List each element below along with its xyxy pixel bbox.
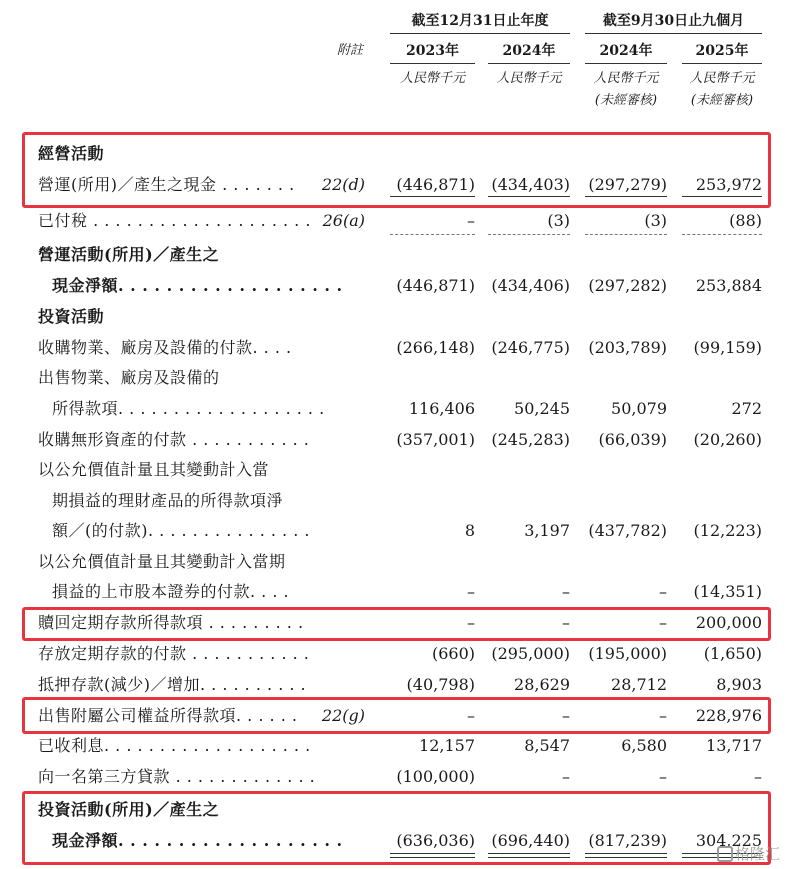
row-label: 向一名第三方貸款 . . . . . . . . . . . . . (38, 767, 316, 786)
note-column-header: 附註 (336, 43, 363, 58)
row-note: 22(g) (321, 706, 365, 725)
row-value: – (754, 767, 762, 786)
row-value: 8 (464, 521, 475, 540)
row-value: – (562, 767, 570, 786)
row-value: (99,159) (693, 338, 762, 357)
row-label: 已付稅 . . . . . . . . . . . . . . . . . . . . (38, 211, 311, 230)
watermark-text: 格隆汇 (735, 845, 781, 863)
group-underline-year (390, 33, 570, 34)
row-value: (40,798) (406, 675, 475, 694)
highlight-redemption-time-deposits (22, 607, 771, 641)
row-value: (297,282) (588, 276, 667, 295)
row-label: 經營活動 (38, 144, 105, 163)
row-value: (266,148) (396, 338, 475, 357)
column-underline-2 (585, 63, 667, 64)
row-value: (446,871) (396, 175, 475, 194)
group-underline-nine (585, 33, 762, 34)
row-label: 收購無形資產的付款 . . . . . . . . . . . (38, 430, 310, 449)
highlight-investing-net-cash (22, 791, 771, 865)
column-unit-3: 人民幣千元 (689, 71, 755, 86)
row-value: – (467, 582, 475, 601)
row-value: (434,406) (491, 276, 570, 295)
table-rule (488, 234, 570, 235)
row-value: – (467, 613, 475, 632)
row-value: (195,000) (588, 644, 667, 663)
row-value: 116,406 (408, 399, 475, 418)
row-value: – (467, 706, 475, 725)
row-label: 已收利息. . . . . . . . . . . . . . . . . . . (38, 736, 311, 755)
row-label: 收購物業、廠房及設備的付款. . . . (38, 338, 292, 357)
row-value: 8,547 (524, 736, 570, 755)
row-value: – (467, 211, 475, 230)
row-label: 投資活動 (38, 307, 105, 326)
row-value: (245,283) (491, 430, 570, 449)
row-value: (20,260) (693, 430, 762, 449)
group-header-nine-months: 截至9月30日止九個月 (602, 13, 745, 29)
row-label: 投資活動(所用)／產生之 (38, 800, 220, 819)
column-underline-0 (390, 63, 475, 64)
row-label: 抵押存款(減少)／增加. . . . . . . . . . (38, 675, 307, 694)
column-unit-2: 人民幣千元 (593, 71, 659, 86)
row-label: 所得款項. . . . . . . . . . . . . . . . . . . (52, 399, 325, 418)
row-value: (295,000) (491, 644, 570, 663)
group-header-year: 截至12月31日止年度 (411, 13, 549, 29)
column-status-3: (未經審核) (690, 93, 754, 108)
highlight-operating-activities (22, 132, 771, 208)
table-rule (682, 234, 762, 235)
row-value: (12,223) (693, 521, 762, 540)
row-label: 現金淨額. . . . . . . . . . . . . . . . . . . (52, 276, 343, 295)
row-value: (100,000) (396, 767, 475, 786)
column-status-2: (未經審核) (594, 93, 658, 108)
row-value: 6,580 (621, 736, 667, 755)
row-value: 304,225 (695, 831, 762, 850)
row-value: (203,789) (588, 338, 667, 357)
row-value: 50,079 (611, 399, 667, 418)
row-value: 3,197 (524, 521, 570, 540)
row-value: (357,001) (396, 430, 475, 449)
row-note: 22(d) (321, 175, 365, 194)
row-value: (636,036) (396, 831, 475, 850)
row-label: 出售物業、廠房及設備的 (38, 368, 220, 387)
row-value: (446,871) (396, 276, 475, 295)
row-value: 12,157 (419, 736, 475, 755)
highlight-disposal-subsidiary (22, 697, 771, 734)
row-value: (14,351) (693, 582, 762, 601)
row-value: (246,775) (491, 338, 570, 357)
row-value: (817,239) (588, 831, 667, 850)
row-value: – (659, 767, 667, 786)
row-value: (3) (644, 211, 667, 230)
column-underline-1 (488, 63, 570, 64)
row-value: 253,884 (695, 276, 762, 295)
row-value: (434,403) (491, 175, 570, 194)
watermark-logo-icon (717, 846, 733, 862)
column-underline-3 (682, 63, 762, 64)
row-value: – (659, 706, 667, 725)
row-label: 營運(所用)／產生之現金 . . . . . . . (38, 175, 295, 194)
table-rule (390, 234, 475, 235)
row-label: 以公允價值計量且其變動計入當 (38, 460, 270, 479)
row-value: (3) (547, 211, 570, 230)
table-rule (585, 234, 667, 235)
row-value: 8,903 (716, 675, 762, 694)
row-value: (297,279) (588, 175, 667, 194)
row-label: 現金淨額. . . . . . . . . . . . . . . . . . . (52, 831, 343, 850)
row-value: (88) (729, 211, 762, 230)
row-label: 額／(的付款). . . . . . . . . . . . . . . (52, 521, 310, 540)
row-value: – (562, 706, 570, 725)
row-label: 期損益的理財產品的所得款項淨 (52, 491, 284, 510)
row-label: 贖回定期存款所得款項 . . . . . . . . . (38, 613, 304, 632)
row-label: 損益的上市股本證券的付款. . . . (52, 582, 290, 601)
row-value: 50,245 (514, 399, 570, 418)
column-year-1: 2024年 (502, 43, 556, 59)
column-year-2: 2024年 (599, 43, 653, 59)
row-value: 28,712 (611, 675, 667, 694)
row-value: (1,650) (703, 644, 762, 663)
row-note: 26(a) (322, 211, 365, 230)
row-value: 228,976 (695, 706, 762, 725)
row-value: (696,440) (491, 831, 570, 850)
row-value: 13,717 (706, 736, 762, 755)
row-value: (66,039) (598, 430, 667, 449)
row-value: 200,000 (695, 613, 762, 632)
row-value: – (659, 582, 667, 601)
row-value: – (562, 613, 570, 632)
row-label: 出售附屬公司權益所得款項. . . . . . (38, 706, 298, 725)
row-label: 以公允價值計量且其變動計入當期 (38, 552, 286, 571)
row-label: 營運活動(所用)／產生之 (38, 245, 220, 264)
column-year-3: 2025年 (695, 43, 749, 59)
column-unit-1: 人民幣千元 (496, 71, 562, 86)
row-value: 253,972 (695, 175, 762, 194)
row-value: (437,782) (588, 521, 667, 540)
row-value: – (562, 582, 570, 601)
row-value: 28,629 (514, 675, 570, 694)
column-unit-0: 人民幣千元 (399, 71, 465, 86)
row-label: 存放定期存款的付款 . . . . . . . . . . . (38, 644, 310, 663)
column-year-0: 2023年 (406, 43, 459, 59)
row-value: – (659, 613, 667, 632)
row-value: 272 (731, 399, 762, 418)
row-value: (660) (431, 644, 475, 663)
